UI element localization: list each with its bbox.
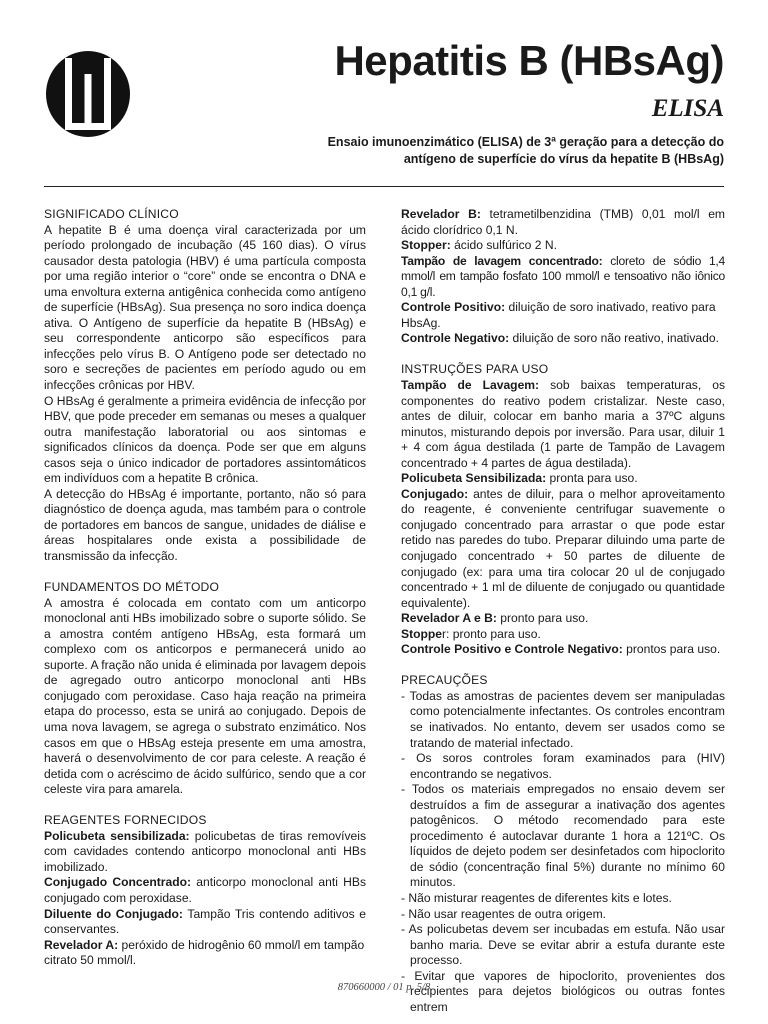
list-item: - Não usar reagentes de outra origem.	[401, 906, 607, 921]
reagent-item: Controle Negativo: diluição de soro não reativo, inativado.	[401, 331, 719, 346]
reagent-item: Revelador A: peróxido de hidrogênio 60 mmol/l em tampão citrato 50 mmol/l.	[44, 937, 365, 968]
paragraph: A detecção do HBsAg é importante, portanto, não só para diagnóstico de doença aguda, mas também para o controle de portadores em bancos de sangue, unidades de diálise e áreas hospitalares onde exista a possibilidade de transmissão da infecção.	[44, 486, 366, 564]
section-heading-significado: SIGNIFICADO CLÍNICO	[44, 207, 179, 221]
paragraph: O HBsAg é geralmente a primeira evidência de infecção por HBV, que pode preceder em semanas ou meses a qualquer outra manifestação laboratorial ou aos sintomas e significados clínicos da doença. Pode ser que em alguns casos seja o único indicador de portadores assintomáticos em indivíduos com a hepatite B crônica.	[44, 393, 366, 486]
section-heading-reagentes: REAGENTES FORNECIDOS	[44, 813, 207, 828]
section-heading-instrucoes: INSTRUÇÕES PARA USO	[401, 362, 549, 377]
section-heading-fundamentos: FUNDAMENTOS DO MÉTODO	[44, 580, 220, 595]
w-logo-icon	[43, 48, 133, 140]
description-line: antígeno de superfície do vírus da hepatite B (HBsAg)	[403, 152, 724, 166]
description-line: Ensaio imunoenzimático (ELISA) de 3ª geração para a detecção do	[327, 135, 724, 149]
instruction-item: Policubeta Sensibilizada: pronta para uso.	[401, 471, 638, 486]
reagent-item: Stopper: ácido sulfúrico 2 N.	[401, 238, 557, 253]
list-item: - Todas as amostras de pacientes devem ser manipuladas como potencialmente infectantes. Os controles encontram se inativados. No entanto, devem ser usados como se tratando de material infectado.	[401, 688, 725, 750]
list-item: - Os soros controles foram examinados para (HIV) encontrando se negativos.	[401, 751, 725, 781]
list-item: - Todos os materiais empregados no ensaio devem ser destruídos a fim de assegurar a inativação dos agentes patogênicos. O método recomendado para este procedimento é autoclavar durante 1 hora a 121ºC. Os líquidos de dejeto podem ser desinfetados com hipoclorito de sódio (concentração final 5%) durante no mínimo 60 minutos.	[401, 782, 725, 890]
reagent-item: Conjugado Concentrado: anticorpo monoclonal anti HBs conjugado com peroxidase.	[44, 875, 366, 905]
list-item: - Evitar que vapores de hipoclorito, provenientes dos recipientes para dejetos biológicos ou outras fontes entrem	[401, 968, 725, 1014]
section-heading-precaucoes: PRECAUÇÕES	[401, 673, 488, 688]
list-item: - Não misturar reagentes de diferentes kits e lotes.	[401, 890, 672, 905]
reagent-item: Policubeta sensibilizada: policubetas de tiras removíveis com cavidades contendo anticorpo monoclonal anti HBs imobilizado.	[44, 828, 366, 874]
reagent-item: Revelador B: tetrametilbenzidina (TMB) 0,01 mol/l em ácido clorídrico 0,1 N.	[401, 207, 725, 237]
right-column	[401, 207, 725, 1015]
header-divider	[44, 186, 724, 187]
paragraph: A hepatite B é uma doença viral caracterizada por um período prolongado de incubação (45 160 dias). O vírus causador desta patologia (HBV) é uma partícula composta por uma região interior o “core” onde se encontra o DNA e uma envoltura externa antigênica conhecida como antígeno de superfície (HBsAg). Sua presença no soro indica doença ativa. O Antígeno de superfície da hepatite B (HBsAg) e seu correspondente anticorpo são específicos para infecções pelo vírus B. O Antígeno pode ser detectado no soro e secreções de pacientes em período agudo ou em infecções crônicas por HBV.	[44, 222, 366, 393]
instruction-item: Revelador A e B: pronto para uso.	[401, 611, 589, 626]
instruction-item: Controle Positivo e Controle Negativo: prontos para uso.	[401, 642, 721, 657]
page-description	[304, 134, 724, 168]
reagent-item: Controle Positivo: diluição de soro inativado, reativo para HbsAg.	[401, 300, 716, 330]
paragraph: A amostra é colocada em contato com um anticorpo monoclonal anti HBs imobilizado sobre o suporte sólido. Se a amostra contém antígeno HBsAg, esta formará um complexo com os anticorpos e permanecerá unido ao suporte. A fração não unida é eliminada por lavagem depois de agregado outro anticorpo monoclonal anti HBs conjugado com peroxidase. Caso haja reação na primeira etapa do processo, esta se unirá ao conjugado. Depois de uma nova lavagem, se agrega o substrato enzimático. Nos casos em que o HBsAg esteja presente em uma amostra, haverá o desenvolvimento de cor para celeste. A reação é detida com o acréscimo de ácido sulfúrico, sendo que a cor celeste vira para amarela.	[44, 595, 366, 797]
list-item: - As policubetas devem ser incubadas em estufa. Não usar banho maria. Deve se evitar abrir a estufa durante este processo.	[401, 922, 725, 968]
instruction-item: Tampão de Lavagem: sob baixas temperaturas, os componentes do reativo podem cristalizar. Neste caso, antes de diluir, colocar em banho maria a 37ºC alguns minutos, misturando depois por inversão. Para usar, diluir 1 + 4 com água destilada (1 parte de Tampão de Lavagem concentrado + 4 partes de água destilada).	[401, 377, 725, 470]
reagent-item: Diluente do Conjugado: Tampão Tris contendo aditivos e conservantes.	[44, 906, 367, 937]
instruction-item: Stopper: pronto para uso.	[401, 626, 541, 641]
left-column	[44, 207, 366, 969]
page-subtitle: ELISA	[651, 95, 724, 122]
reagent-item: Tampão de lavagem concentrado: cloreto de sódio 1,4 mmol/l em tampão fosfato 100 mmol/l e tensoativo não iônico 0,1 g/l.	[401, 253, 726, 299]
page-title: Hepatitis B (HBsAg)	[334, 37, 724, 84]
instruction-item: Conjugado: antes de diluir, para o melhor aproveitamento do reagente, é conveniente centrifugar suavemente o conjugado concentrado para arrastar o que pode estar retido nas paredes do tubo. Preparar diluindo uma parte de conjugado concentrado + 50 partes de diluente de conjugado (ex: para uma tira colocar 20 ul de conjugado concentrado + 1 ml de diluente de conjugado ou quantidade equivalente).	[401, 486, 725, 610]
page-footer: 870660000 / 01 p. 5/8	[337, 982, 431, 993]
precautions-list	[401, 689, 725, 1015]
